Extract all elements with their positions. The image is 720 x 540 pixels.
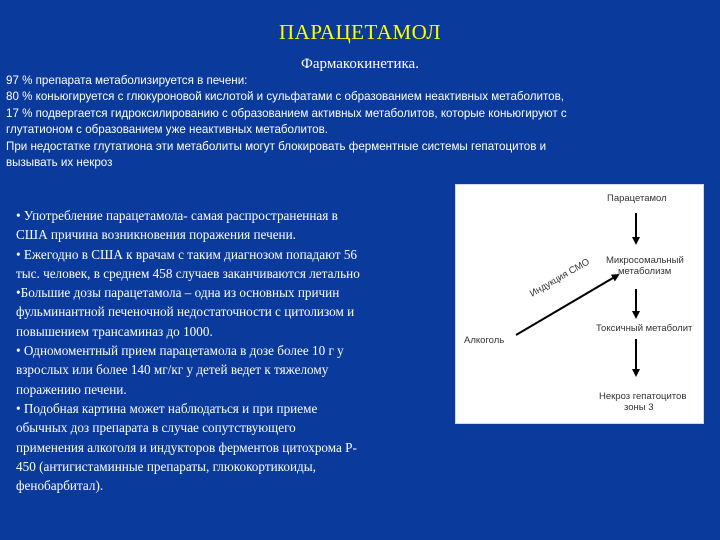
bullet-line: фульминантной печеночной недостаточности с цитолизом и (16, 304, 355, 320)
label-alcohol: Алкоголь (464, 335, 505, 346)
bullet-line: • Употребление парацетамола- самая распространенная в (16, 208, 338, 223)
bullet-list (16, 206, 444, 495)
bullet-line: поражению печени. (16, 381, 127, 397)
bullet-line: фенобарбитал). (16, 478, 104, 494)
label-paracetamol: Парацетамол (607, 193, 667, 204)
intro-line: При недостатке глутатиона эти метаболиты могут блокировать ферментные системы гепатоцитов и (6, 139, 547, 153)
page-title: ПАРАЦЕТАМОЛ (279, 20, 441, 44)
label-microsomal-1: Микросомальный (606, 255, 684, 266)
bullet-line: применения алкоголя и индукторов ферментов цитохрома Р- (16, 439, 357, 455)
diagram-arrows (456, 185, 703, 423)
bullet-line: тыс. человек, в среднем 458 случаев заканчиваются летально (16, 265, 360, 281)
bullet-line: • Подобная картина может наблюдаться и при приеме (16, 400, 318, 416)
bullet-line: • Одномоментный прием парацетамола в дозе более 10 г у (16, 343, 344, 359)
label-toxic: Токсичный метаболит (596, 323, 693, 334)
metabolism-diagram (455, 184, 704, 424)
intro-line: 80 % коньюгируется с глюкуроновой кислотой и сульфатами с образованием неактивных метаболитов, (6, 90, 564, 104)
intro-paragraph (6, 73, 716, 171)
bullet-line: повышением трансаминаз до 1000. (16, 323, 213, 339)
bullet-line: • Ежегодно в США к врачам с таким диагнозом попадают 56 (16, 246, 358, 262)
label-necrosis-1: Некроз гепатоцитов (599, 391, 687, 402)
bullet-line: 450 (антигистаминные препараты, глюкокортикоиды, (16, 458, 316, 474)
bullet-line: взрослых или более 140 мг/кг у детей ведет к тяжелому (16, 362, 329, 378)
intro-line: глутатионом с образованием уже неактивных метаболитов. (6, 123, 328, 137)
bullet-line: США причина возникновения поражения печени. (16, 227, 296, 243)
page-subtitle: Фармакокинетика. (301, 56, 419, 72)
label-microsomal-2: метаболизм (618, 266, 672, 277)
intro-line: 17 % подвергается гидроксилированию с образованием активных метаболитов, которые коньюгируют с (6, 106, 567, 120)
bullet-line: •Большие дозы парацетамола – одна из основных причин (16, 285, 340, 301)
label-induction: Индукция СМО (528, 256, 592, 300)
intro-line: вызывать их некроз (6, 156, 113, 170)
bullet-line: обычных доз препарата в случае сопутствующего (16, 420, 296, 436)
intro-line: 97 % препарата метаболизируется в печени: (6, 74, 248, 87)
label-necrosis-2: зоны 3 (624, 402, 654, 413)
